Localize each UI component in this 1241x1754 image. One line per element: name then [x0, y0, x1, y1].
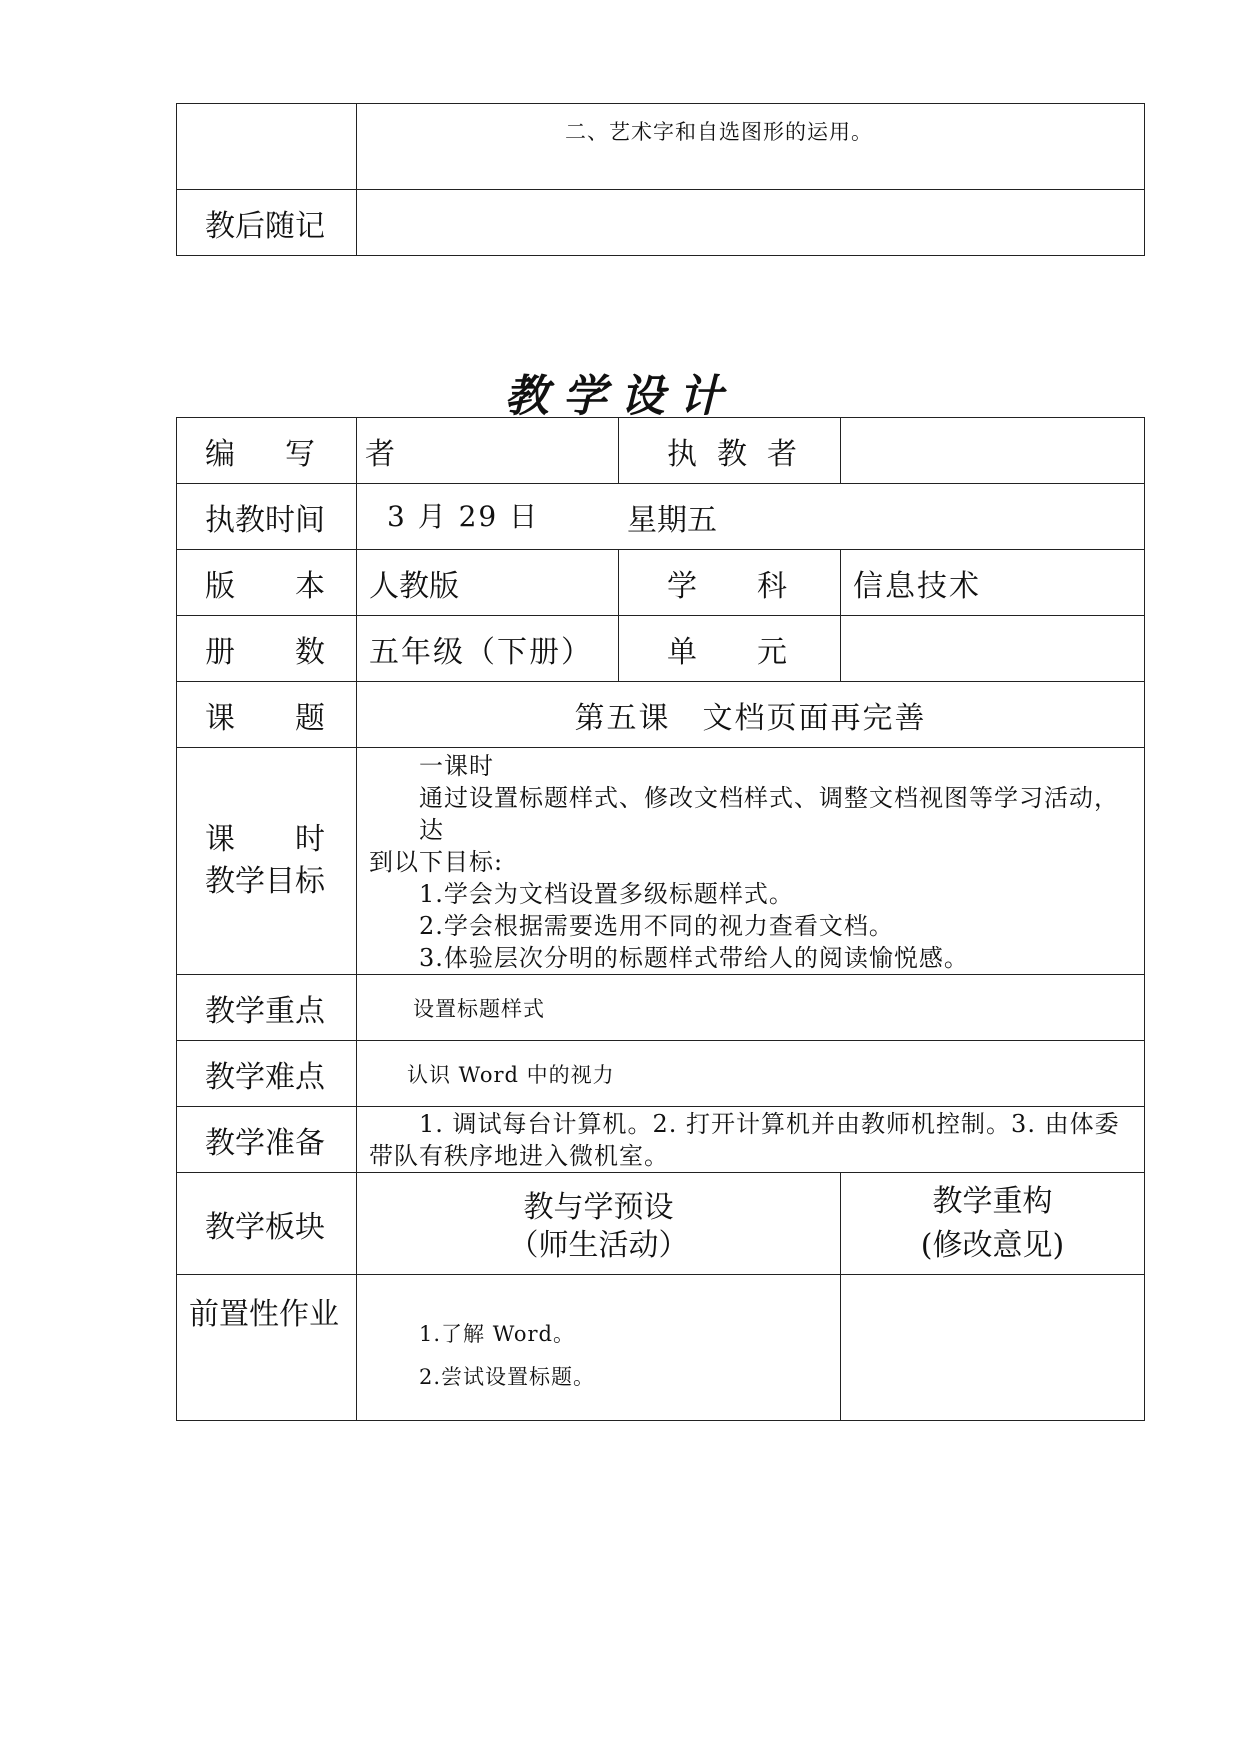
- goal-line: 到以下目标:: [369, 848, 504, 876]
- difficulty-row: [177, 1041, 1145, 1107]
- difficulty-label: 教学难点: [205, 1059, 325, 1095]
- preparation-label: 教学准备: [205, 1125, 325, 1161]
- prev-row1-content: [357, 104, 1145, 190]
- author-value: [357, 418, 619, 484]
- preparation-text: [357, 1108, 1144, 1172]
- goal-line: 3.体验层次分明的标题样式带给人的阅读愉悦感。: [419, 944, 969, 972]
- time-date: 3 月 29 日: [387, 499, 540, 533]
- time-weekday: 星期五: [627, 502, 717, 538]
- homework-line: 1.了解 Word。: [419, 1322, 575, 1346]
- rebuild-header-line2: (修改意见): [920, 1227, 1065, 1263]
- goal-row: [177, 748, 1145, 975]
- prev-row1-label-cell: [177, 104, 357, 190]
- plan-header-line2: （师生活动）: [508, 1227, 689, 1263]
- volume-value: 五年级（下册）: [369, 634, 593, 670]
- page-title: 教学设计: [504, 371, 737, 422]
- volume-row: [177, 616, 1145, 682]
- prev-row1-text: 二、艺术字和自选图形的运用。: [565, 120, 873, 144]
- edition-row: [177, 550, 1145, 616]
- author-row: [177, 418, 1145, 484]
- goal-line: 1.学会为文档设置多级标题样式。: [419, 880, 794, 908]
- homework-rebuild: [841, 1275, 1145, 1421]
- homework-label: 前置性作业: [189, 1297, 339, 1332]
- block-header-row: [177, 1173, 1145, 1275]
- teacher-value: [841, 418, 1145, 484]
- edition-value: 人教版: [369, 568, 459, 604]
- goal-label-line1: 课 时: [205, 822, 325, 857]
- teacher-label: 执 教 者: [667, 436, 797, 472]
- topic-value: 第五课 文档页面再完善: [574, 700, 927, 736]
- rebuild-header: [841, 1180, 1144, 1268]
- lesson-design-table: [176, 417, 1145, 1421]
- subject-label: 学 科: [667, 568, 787, 604]
- homework-text: [357, 1275, 840, 1399]
- plan-header: [357, 1183, 840, 1265]
- volume-label: 册 数: [205, 634, 325, 670]
- preparation-line: 带队有秩序地进入微机室。: [369, 1141, 669, 1170]
- key-point-row: [177, 975, 1145, 1041]
- block-label: 教学板块: [205, 1209, 325, 1245]
- edition-label: 版 本: [205, 568, 325, 604]
- rebuild-header-line1: 教学重构: [932, 1183, 1053, 1219]
- previous-lesson-table: [176, 103, 1145, 256]
- unit-value: [841, 616, 1145, 682]
- time-row: [177, 484, 1145, 550]
- difficulty-value: 认识 Word 中的视力: [407, 1062, 615, 1087]
- after-class-notes-label: 教后随记: [177, 190, 357, 256]
- preparation-line: 1. 调试每台计算机。2. 打开计算机并由教师机控制。3. 由体委: [419, 1109, 1120, 1138]
- unit-label: 单 元: [667, 634, 787, 670]
- subject-value: 信息技术: [853, 568, 981, 604]
- key-point-value: 设置标题样式: [413, 996, 545, 1021]
- goal-line: 2.学会根据需要选用不同的视力查看文档。: [419, 912, 894, 940]
- homework-row: [177, 1275, 1145, 1421]
- topic-label: 课 题: [205, 700, 325, 736]
- topic-row: [177, 682, 1145, 748]
- goal-line: 一课时: [419, 752, 494, 780]
- preparation-row: [177, 1107, 1145, 1173]
- after-class-notes-content: [357, 190, 1145, 256]
- author-label: 编 写 者: [205, 436, 395, 472]
- goal-line: 通过设置标题样式、修改文档样式、调整文档视图等学习活动，达: [419, 784, 1119, 844]
- plan-header-line1: 教与学预设: [523, 1189, 674, 1225]
- key-point-label: 教学重点: [205, 993, 325, 1029]
- goal-label-line2: 教学目标: [205, 864, 325, 899]
- time-label: 执教时间: [205, 502, 325, 538]
- homework-line: 2.尝试设置标题。: [419, 1365, 596, 1389]
- goal-text: [357, 748, 1144, 974]
- goal-label: [177, 819, 356, 903]
